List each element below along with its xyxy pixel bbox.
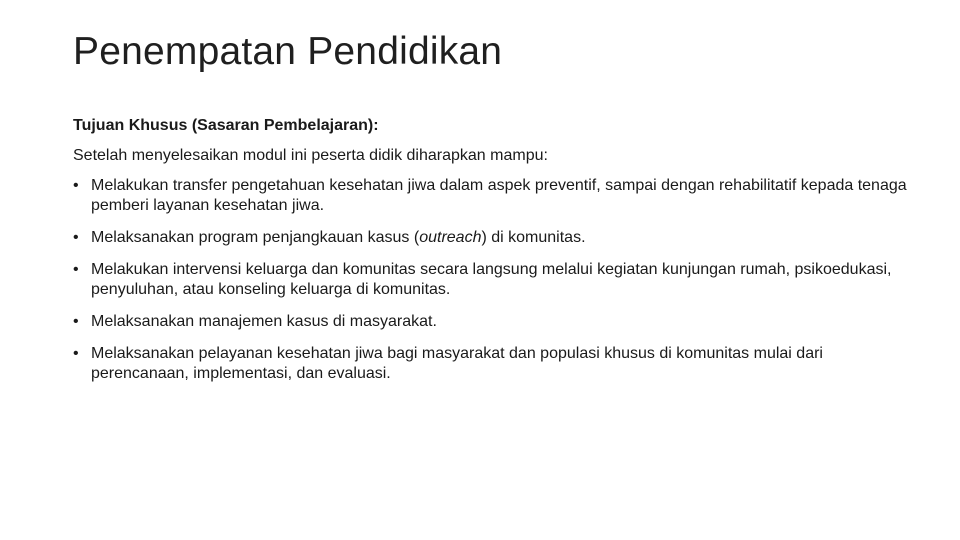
list-item-text-before: Melaksanakan program penjangkauan kasus ( <box>91 229 420 246</box>
list-item <box>73 176 913 216</box>
list-item-emphasis: outreach <box>419 229 482 246</box>
list-item <box>73 312 913 332</box>
list-item-text: Melakukan intervensi keluarga dan komunitas secara langsung melalui kegiatan kunjungan rumah, psikoedukasi, penyuluhan, atau konseling keluarga di komunitas. <box>91 261 892 298</box>
bullet-icon: • <box>73 345 79 362</box>
list-item <box>73 344 913 384</box>
bullet-icon: • <box>73 177 79 194</box>
list-item-text-after: ) di komunitas. <box>481 229 586 246</box>
intro-text: Setelah menyelesaikan modul ini peserta didik diharapkan mampu: <box>73 147 548 164</box>
bullet-icon: • <box>73 261 79 278</box>
page-title: Penempatan Pendidikan <box>73 30 503 73</box>
objectives-list <box>73 176 913 384</box>
slide-content <box>73 116 913 396</box>
list-item-text: Melakukan transfer pengetahuan kesehatan jiwa dalam aspek preventif, sampai dengan rehabilitatif kepada tenaga pemberi layanan kesehatan jiwa. <box>91 177 907 214</box>
list-item <box>73 260 913 300</box>
list-item <box>73 228 913 248</box>
objectives-heading: Tujuan Khusus (Sasaran Pembelajaran): <box>73 117 379 134</box>
bullet-icon: • <box>73 229 79 246</box>
list-item-text: Melaksanakan pelayanan kesehatan jiwa bagi masyarakat dan populasi khusus di komunitas mulai dari perencanaan, implementasi, dan evaluasi. <box>91 345 823 382</box>
bullet-icon: • <box>73 313 79 330</box>
list-item-text: Melaksanakan manajemen kasus di masyarakat. <box>91 313 437 330</box>
